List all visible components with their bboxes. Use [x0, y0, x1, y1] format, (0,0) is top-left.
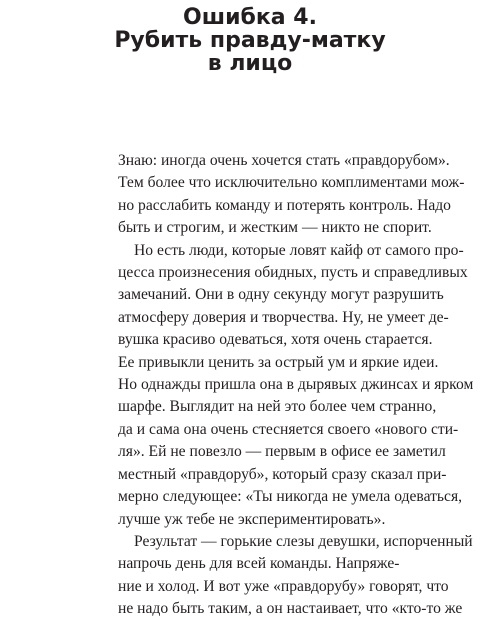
text-line: шарфе. Выглядит на ней это более чем странно, [118, 398, 437, 416]
text-line: вушка красиво одеваться, хотя очень старается. [118, 331, 433, 349]
text-line: замечаний. Они в одну секунду могут разрушить [118, 286, 444, 304]
heading-line: Рубить правду-матку [114, 28, 386, 53]
text-line: быть и строгим, и жестким — никто не спорит. [118, 219, 432, 237]
chapter-heading [0, 6, 500, 75]
text-line: лучше уж тебе не экспериментировать». [118, 510, 386, 528]
text-line: Ее привыкли ценить за острый ум и яркие идеи. [118, 353, 439, 371]
text-line: Знаю: иногда очень хочется стать «правдорубом». [118, 152, 450, 169]
text-line: цесса произнесения обидных, пусть и справедливых [118, 264, 468, 282]
text-line: ние и холод. И вот уже «правдорубу» говорят, что [118, 577, 449, 595]
text-line: местный «правдоруб», который сразу сказал при- [118, 465, 447, 483]
heading-line: в лицо [207, 51, 293, 76]
paragraph [118, 240, 474, 531]
text-line: но расслабить команду и потерять контроль. Надо [118, 196, 451, 214]
text-line: Но есть люди, которые ловят кайф от самого про- [134, 241, 464, 259]
text-line: мерно следующее: «Ты никогда не умела одеваться, [118, 488, 463, 506]
paragraph [118, 531, 473, 621]
text-line: да и сама она очень стесняется своего «нового сти- [118, 420, 459, 438]
text-line: ля». Ей не повезло — первым в офисе ее заметил [118, 443, 446, 461]
body-text [118, 150, 474, 621]
text-line: атмосферу доверия и творчества. Ну, не умеет де- [118, 308, 449, 326]
text-line: Результат — горькие слезы девушки, испорченный [134, 532, 473, 550]
text-line: напрочь день для всей команды. Напряже- [118, 555, 400, 573]
text-line: Но однажды пришла она в дырявых джинсах и ярком [118, 376, 474, 394]
text-line: не надо быть таким, а он настаивает, что «кто-то же [118, 600, 463, 618]
text-line: Тем более что исключительно комплиментами мож- [118, 174, 465, 192]
paragraph [118, 150, 465, 240]
heading-line: Ошибка 4. [183, 5, 317, 30]
